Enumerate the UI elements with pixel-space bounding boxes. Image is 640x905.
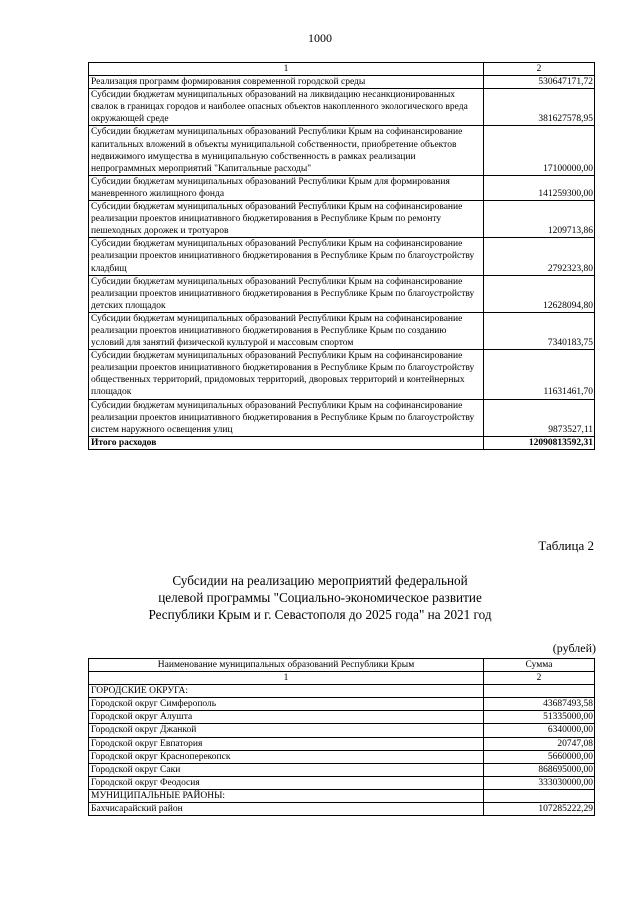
table-row [89, 763, 595, 776]
row-text: Субсидии бюджетам муниципальных образований на ликвидацию несанкционированных свалок в границах городов и наиболее опасных объектов накопленного экологического вреда окружающей среде [89, 89, 484, 126]
table-row [89, 76, 595, 89]
table-row [89, 312, 595, 349]
municipality-name: Бахчисарайский район [89, 803, 484, 816]
section-title [0, 572, 640, 623]
table-row [89, 698, 595, 711]
row-text: Субсидии бюджетам муниципальных образований Республики Крым на софинансирование реализации проектов инициативного бюджетирования в Республике Крым по благоустройству общественных территорий, придомовых территорий, дворовых территорий и контейнерных площадок [89, 350, 484, 399]
row-text: Субсидии бюджетам муниципальных образований Республики Крым на софинансирование капитальных вложений в объекты муниципальной собственности, приобретение объектов недвижимого имущества в муниципальную собственность в рамках реализации непрограммных мероприятий "Капитальные расходы" [89, 126, 484, 175]
row-value: 11631461,70 [484, 350, 595, 399]
municipality-name: Городской округ Алушта [89, 711, 484, 724]
row-value: 1209713,86 [484, 201, 595, 238]
table-row [89, 750, 595, 763]
empty-cell [484, 685, 595, 698]
total-value: 12090813592,31 [484, 436, 595, 449]
municipality-name: Городской округ Феодосия [89, 776, 484, 789]
table-row [89, 711, 595, 724]
municipality-name: Городской округ Саки [89, 763, 484, 776]
municipality-name: Городской округ Красноперекопск [89, 750, 484, 763]
total-row [89, 436, 595, 449]
row-text: Субсидии бюджетам муниципальных образований Республики Крым на софинансирование реализации проектов инициативного бюджетирования в Республике Крым по ремонту пешеходных дорожек и тротуаров [89, 201, 484, 238]
row-text: Субсидии бюджетам муниципальных образований Республики Крым для формирования маневренного жилищного фонда [89, 175, 484, 200]
unit-label: (рублей) [552, 641, 596, 655]
table-row [89, 238, 595, 275]
amount: 51335000,00 [484, 711, 595, 724]
amount: 333030000,00 [484, 776, 595, 789]
table-row [89, 275, 595, 312]
row-text: Субсидии бюджетам муниципальных образований Республики Крым на софинансирование реализации проектов инициативного бюджетирования в Республике Крым по благоустройству кладбищ [89, 238, 484, 275]
row-value: 7340183,75 [484, 312, 595, 349]
municipality-name: Городской округ Симферополь [89, 698, 484, 711]
section-row [89, 789, 595, 802]
table-row [89, 201, 595, 238]
page-number: 1000 [308, 31, 332, 45]
title-line: Республики Крым и г. Севастополя до 2025 года" на 2021 год [148, 607, 492, 622]
row-text: Субсидии бюджетам муниципальных образований Республики Крым на софинансирование реализации проектов инициативного бюджетирования в Республике Крым по благоустройству систем наружного освещения улиц [89, 399, 484, 436]
amount: 107285222,29 [484, 803, 595, 816]
table-row [89, 399, 595, 436]
table-row [89, 724, 595, 737]
col-number: 1 [89, 672, 484, 685]
row-text: Субсидии бюджетам муниципальных образований Республики Крым на софинансирование реализации проектов инициативного бюджетирования в Республике Крым по созданию условий для занятий физической культурой и массовым спортом [89, 312, 484, 349]
municipality-name: Городской округ Евпатория [89, 737, 484, 750]
section-row [89, 685, 595, 698]
row-text: Субсидии бюджетам муниципальных образований Республики Крым на софинансирование реализации проектов инициативного бюджетирования в Республике Крым по благоустройству детских площадок [89, 275, 484, 312]
amount: 20747,08 [484, 737, 595, 750]
row-value: 381627578,95 [484, 89, 595, 126]
table-header-row [89, 659, 595, 672]
table-row [89, 175, 595, 200]
table-row [89, 350, 595, 399]
section-heading: МУНИЦИПАЛЬНЫЕ РАЙОНЫ: [89, 789, 484, 802]
total-label: Итого расходов [89, 436, 484, 449]
row-value: 17100000,00 [484, 126, 595, 175]
table-row [89, 126, 595, 175]
table-row [89, 776, 595, 789]
expenses-table [88, 62, 595, 450]
amount: 5660000,00 [484, 750, 595, 763]
row-text: Реализация программ формирования современной городской среды [89, 76, 484, 89]
table-row [89, 803, 595, 816]
section-heading: ГОРОДСКИЕ ОКРУГА: [89, 685, 484, 698]
table-row [89, 89, 595, 126]
row-value: 12628094,80 [484, 275, 595, 312]
col-number: 2 [484, 63, 595, 76]
row-value: 530647171,72 [484, 76, 595, 89]
header-name: Наименование муниципальных образований Республики Крым [89, 659, 484, 672]
empty-cell [484, 789, 595, 802]
table-header-row [89, 63, 595, 76]
amount: 43687493,58 [484, 698, 595, 711]
col-number: 2 [484, 672, 595, 685]
amount: 6340000,00 [484, 724, 595, 737]
row-value: 9873527,11 [484, 399, 595, 436]
row-value: 141259300,00 [484, 175, 595, 200]
municipality-name: Городской округ Джанкой [89, 724, 484, 737]
subsidies-table [88, 658, 595, 816]
header-sum: Сумма [484, 659, 595, 672]
col-number: 1 [89, 63, 484, 76]
table-number-row [89, 672, 595, 685]
amount: 868695000,00 [484, 763, 595, 776]
row-value: 2792323,80 [484, 238, 595, 275]
table-label: Таблица 2 [538, 538, 594, 553]
title-line: целевой программы "Социально-экономическое развитие [158, 590, 482, 605]
table-row [89, 737, 595, 750]
title-line: Субсидии на реализацию мероприятий федеральной [172, 573, 468, 588]
